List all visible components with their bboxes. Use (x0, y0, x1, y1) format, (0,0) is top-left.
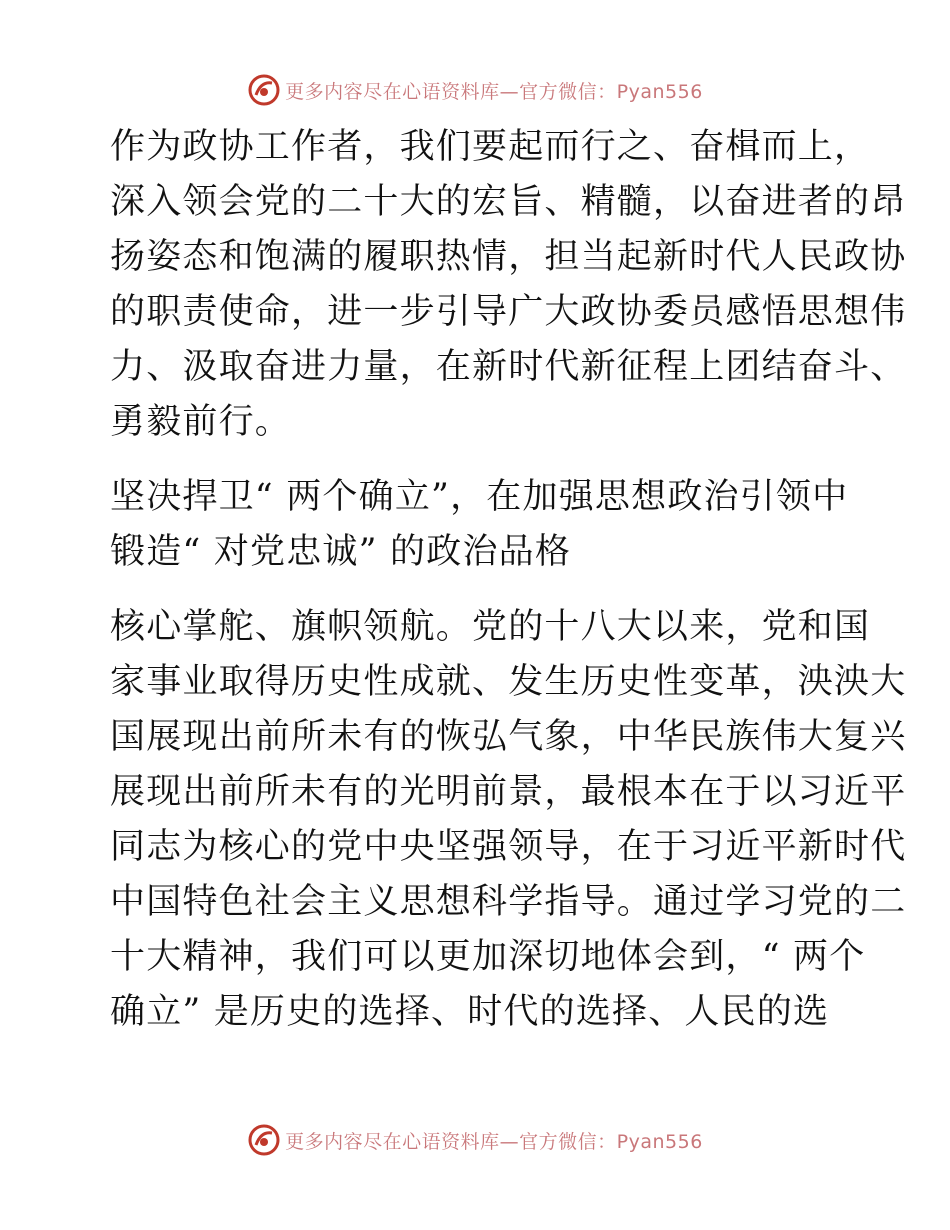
text-line: 国展现出前所未有的恢弘气象，中华民族伟大复兴 (110, 717, 907, 757)
text-line: 同志为核心的党中央坚强领导，在于习近平新时代 (110, 827, 907, 867)
text-line: 勇毅前行。 (110, 402, 292, 442)
text-line: 展现出前所未有的光明前景，最根本在于以习近平 (110, 772, 907, 812)
text-line: 中国特色社会主义思想科学指导。通过学习党的二 (110, 882, 907, 922)
footer-banner-text: 更多内容尽在心语资料库—官方微信：Pyan556 (285, 1130, 703, 1153)
brand-logo-icon (247, 1123, 281, 1157)
text-line: 确立” 是历史的选择、时代的选择、人民的选 (110, 992, 830, 1032)
paragraph-core (98, 600, 907, 1040)
document-body (98, 120, 907, 1060)
header-banner (0, 70, 950, 110)
heading-line: 锻造“ 对党忠诚” 的政治品格 (110, 532, 572, 572)
text-line: 作为政协工作者，我们要起而行之、奋楫而上， (110, 127, 871, 167)
header-banner-text: 更多内容尽在心语资料库—官方微信：Pyan556 (285, 80, 703, 103)
text-line: 力、汲取奋进力量，在新时代新征程上团结奋斗、 (110, 347, 907, 387)
paragraph-intro (98, 120, 907, 450)
text-line: 扬姿态和饱满的履职热情，担当起新时代人民政协 (110, 237, 907, 277)
section-heading (98, 470, 858, 580)
text-line: 的职责使命，进一步引导广大政协委员感悟思想伟 (110, 292, 907, 332)
footer-banner (0, 1120, 950, 1160)
brand-logo-icon (247, 73, 281, 107)
text-line: 深入领会党的二十大的宏旨、精髓，以奋进者的昂 (110, 182, 907, 222)
text-line: 十大精神，我们可以更加深切地体会到，“ 两个 (110, 937, 866, 977)
text-line: 家事业取得历史性成就、发生历史性变革，泱泱大 (110, 662, 907, 702)
heading-line: 坚决捍卫“ 两个确立”，在加强思想政治引领中 (110, 477, 849, 517)
text-line: 核心掌舵、旗帜领航。党的十八大以来，党和国 (110, 607, 871, 647)
